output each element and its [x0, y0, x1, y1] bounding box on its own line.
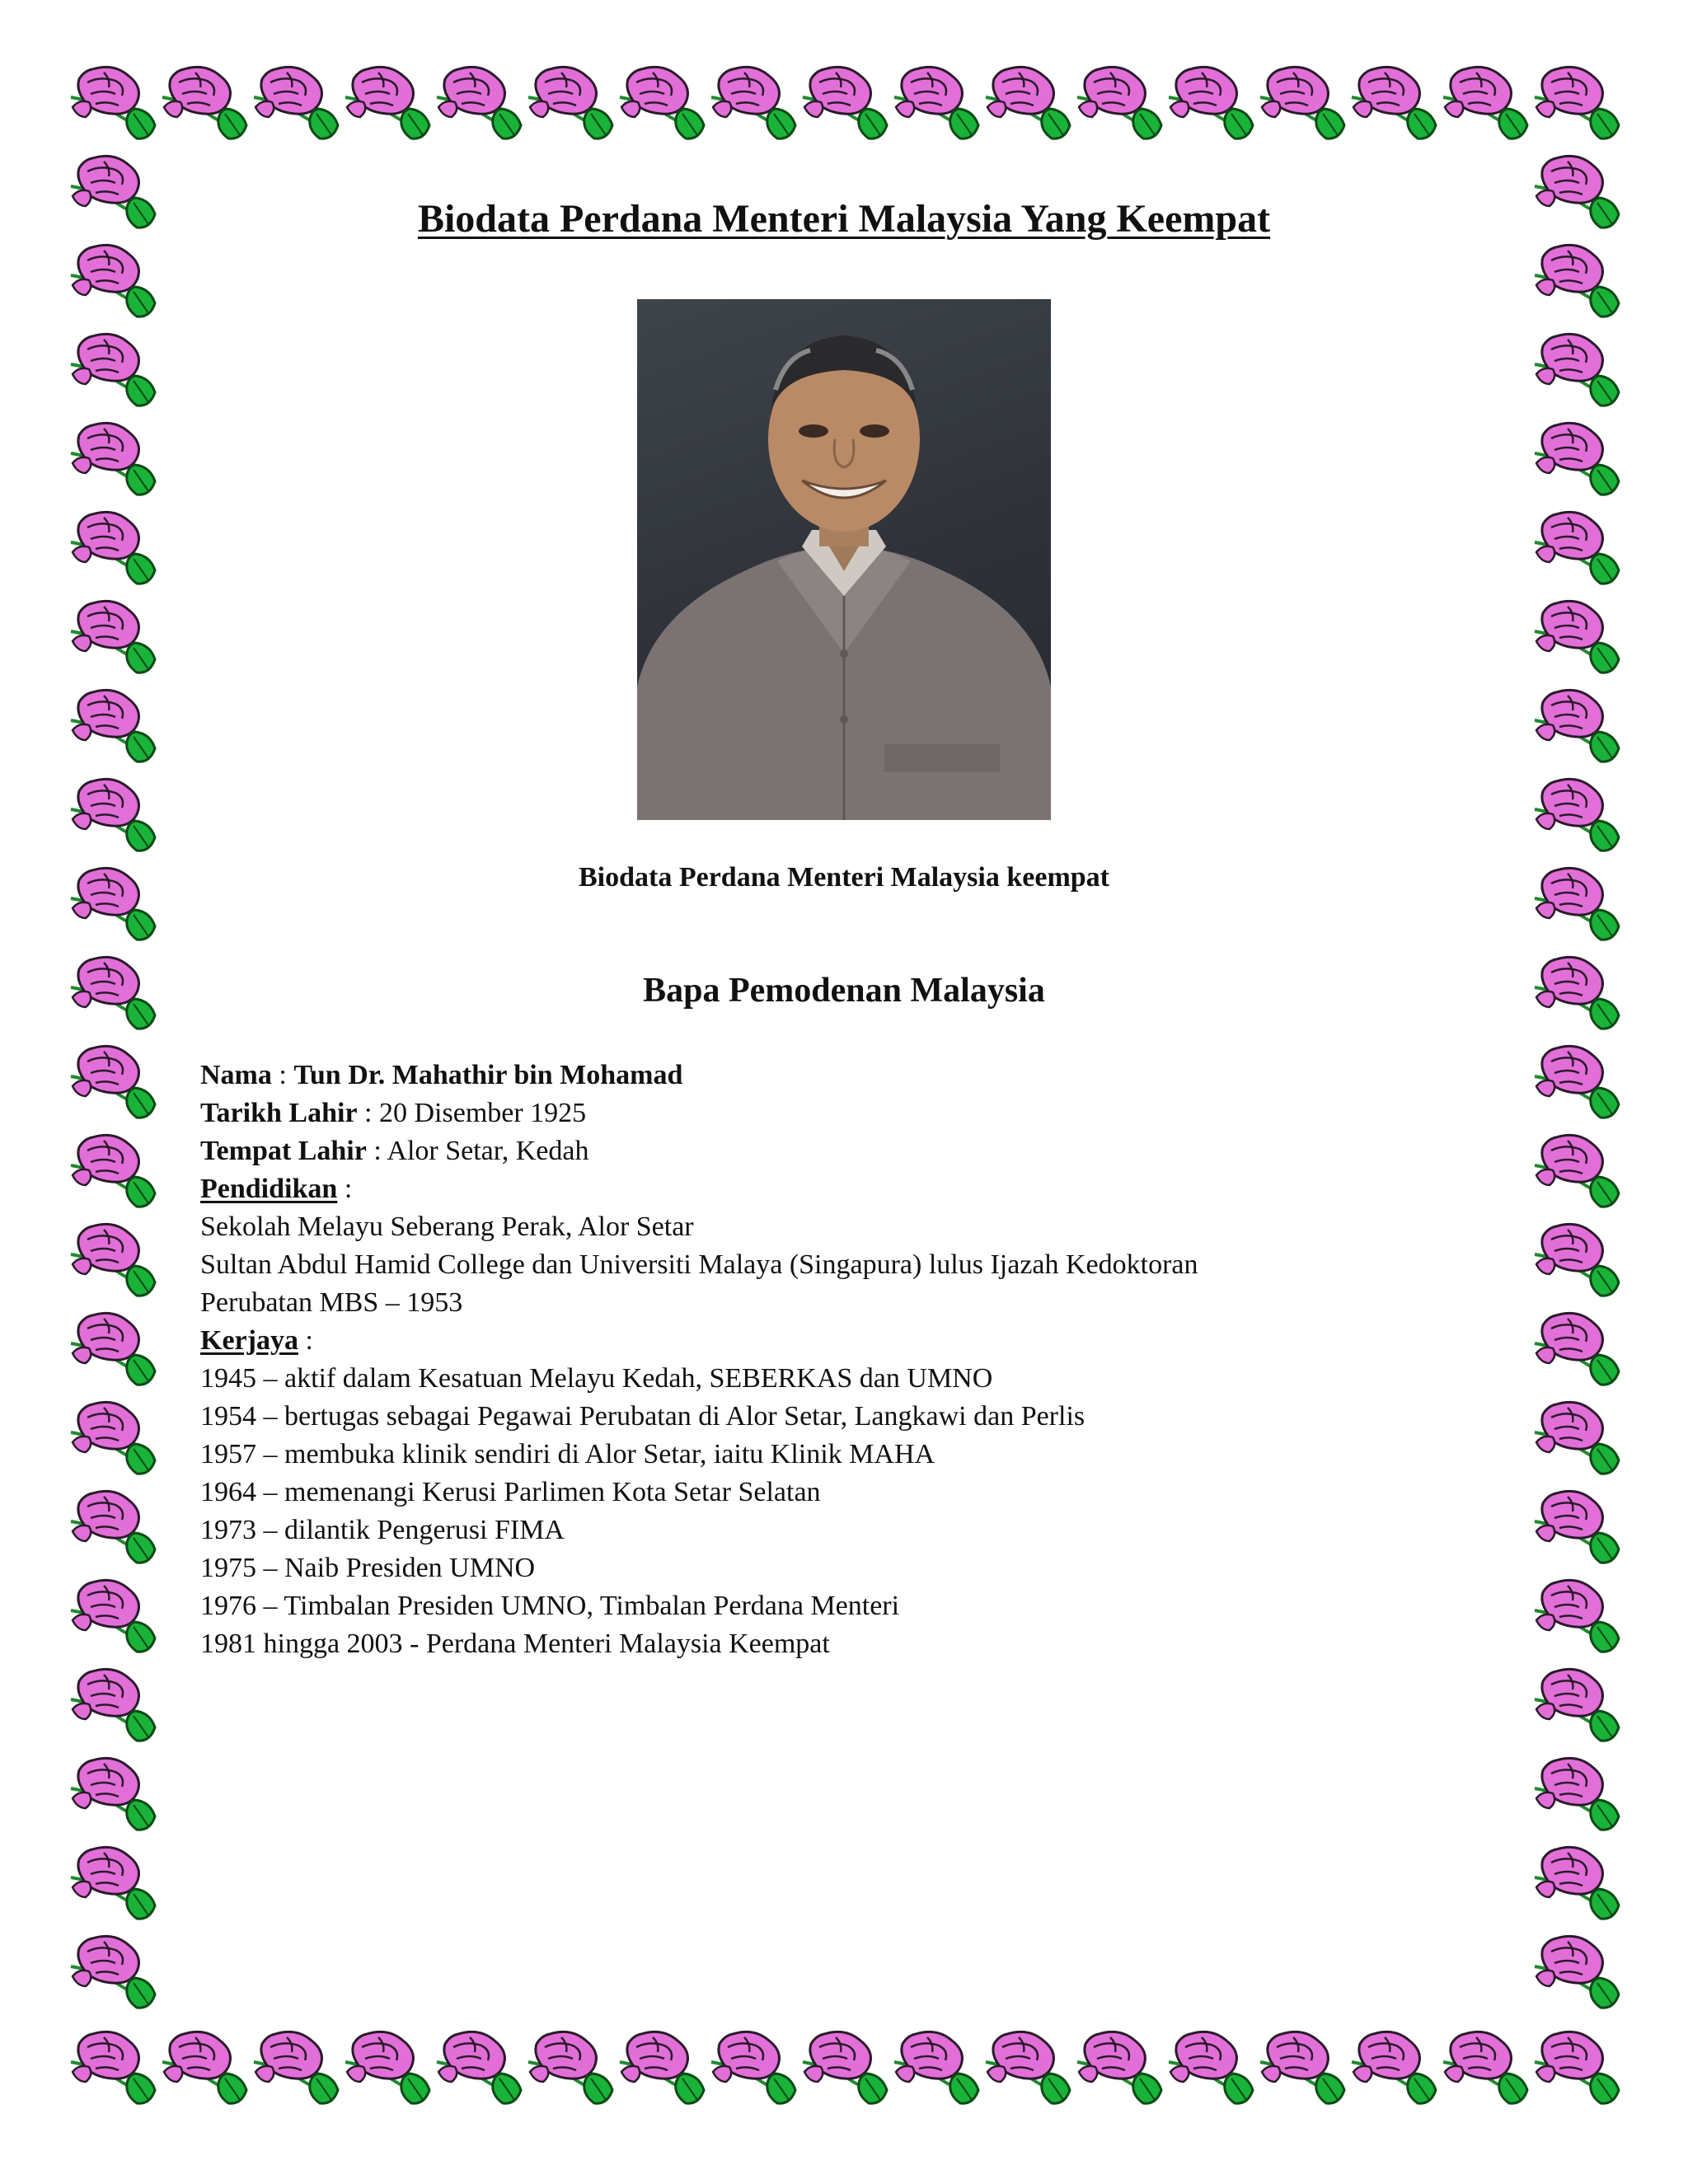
tempat-lahir-value: Alor Setar, Kedah [387, 1136, 589, 1166]
page-title: Biodata Perdana Menteri Malaysia Yang Keempat [417, 197, 1271, 241]
photo-caption: Biodata Perdana Menteri Malaysia keempat [578, 862, 1110, 893]
kerjaya-line: 1981 hingga 2003 - Perdana Menteri Malaysia Keempat [200, 1629, 830, 1659]
bio-tarikh-lahir [200, 1094, 1437, 1132]
kerjaya-line: 1976 – Timbalan Presiden UMNO, Timbalan Perdana Menteri [200, 1591, 900, 1621]
tarikh-lahir-value: 20 Disember 1925 [379, 1098, 587, 1128]
nama-label: Nama [200, 1060, 272, 1090]
kerjaya-sep: : [298, 1325, 313, 1356]
bio-pendidikan-heading [200, 1170, 1437, 1208]
kerjaya-line: 1973 – dilantik Pengerusi FIMA [200, 1515, 565, 1545]
pendidikan-sep: : [337, 1174, 353, 1204]
nama-sep: : [271, 1060, 294, 1090]
pendidikan-line: Sultan Abdul Hamid College dan Universiti Malaya (Singapura) lulus Ijazah Kedoktoran [200, 1249, 1198, 1280]
portrait-photo [637, 299, 1051, 820]
tarikh-lahir-sep: : [357, 1098, 379, 1128]
kerjaya-label: Kerjaya [200, 1325, 298, 1356]
kerjaya-line: 1954 – bertugas sebagai Pegawai Perubatan di Alor Setar, Langkawi dan Perlis [200, 1401, 1085, 1432]
tempat-lahir-label: Tempat Lahir [200, 1136, 367, 1166]
tempat-lahir-sep: : [366, 1136, 387, 1166]
nama-value: Tun Dr. Mahathir bin Mohamad [293, 1060, 683, 1090]
pendidikan-line: Sekolah Melayu Seberang Perak, Alor Setar [200, 1212, 694, 1242]
kerjaya-line: 1945 – aktif dalam Kesatuan Melayu Kedah, SEBERKAS dan UMNO [200, 1363, 993, 1394]
biodata [200, 1057, 1437, 1663]
bio-nama [200, 1057, 1437, 1094]
pendidikan-line: Perubatan MBS – 1953 [200, 1287, 463, 1318]
kerjaya-line: 1975 – Naib Presiden UMNO [200, 1553, 536, 1583]
kerjaya-line: 1957 – membuka klinik sendiri di Alor Setar, iaitu Klinik MAHA [200, 1439, 935, 1469]
tarikh-lahir-label: Tarikh Lahir [200, 1098, 358, 1128]
section-title: Bapa Pemodenan Malaysia [643, 972, 1045, 1010]
bio-tempat-lahir [200, 1132, 1437, 1170]
kerjaya-line: 1964 – memenangi Kerusi Parlimen Kota Setar Selatan [200, 1477, 821, 1507]
bio-kerjaya-heading [200, 1322, 1437, 1360]
pendidikan-label: Pendidikan [200, 1174, 338, 1204]
